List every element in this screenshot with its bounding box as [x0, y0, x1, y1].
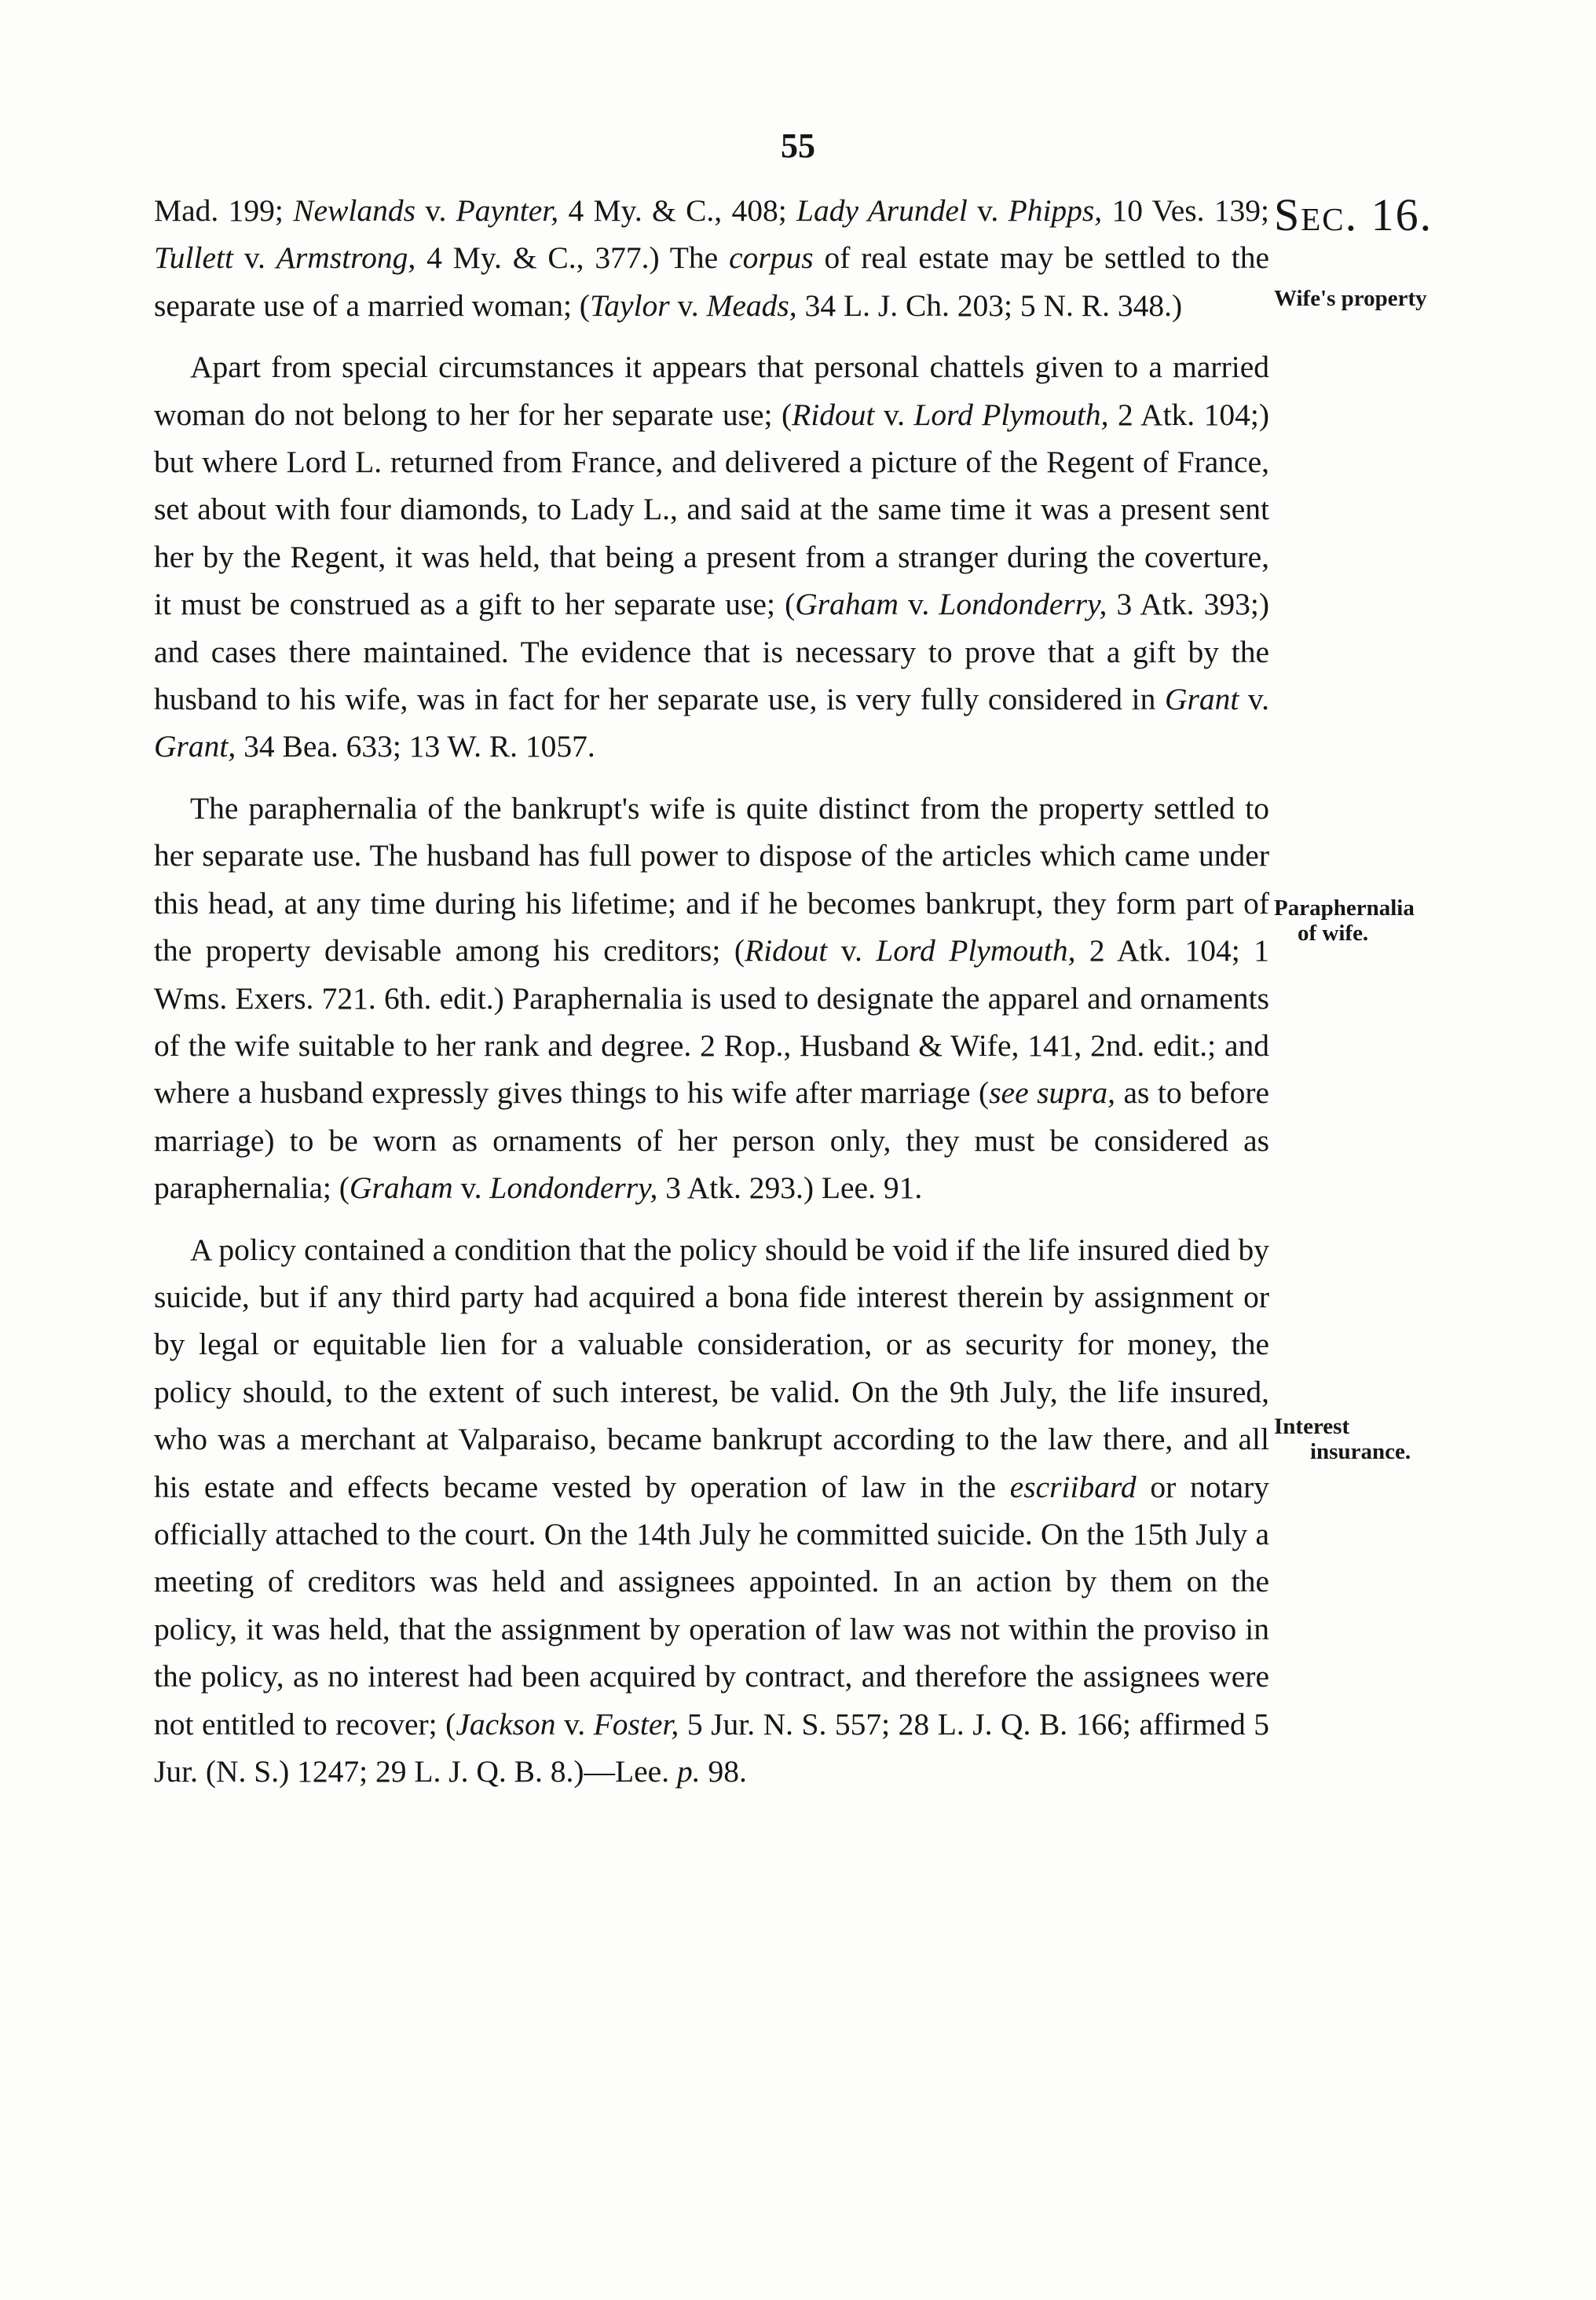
text-run: 4 My. & C., 408; [558, 193, 797, 228]
case-name: Taylor [589, 288, 670, 323]
case-name: Lord Plymouth, [876, 933, 1076, 969]
text-run: 2 Atk. 104; 1 Wms. Exers. 721. 6th. edit.) Paraphernalia is used to designate the apparel and ornaments of the wife suitable to her rank and degree. 2 Rop., Husband & Wife, 141, 2nd. edit.; and where a husband expressly gives things to his wife after marriage ( [154, 933, 1270, 1111]
margin-note-interest-insurance [1274, 1414, 1565, 1464]
case-name: Armstrong, [276, 240, 416, 276]
case-name: Londonderry, [939, 587, 1107, 622]
text-run: 98. [700, 1754, 747, 1789]
text-run: 34 Bea. 633; 13 W. R. 1057. [236, 729, 595, 764]
margin-note-paraphernalia-line2: of wife. [1298, 921, 1369, 946]
case-name: Jackson [456, 1706, 556, 1741]
text-run: 34 L. J. Ch. 203; 5 N. R. 348.) [796, 288, 1183, 323]
text-run: v. [898, 587, 939, 622]
paragraph-2 [154, 343, 1269, 771]
case-name: Paynter, [456, 193, 559, 228]
text-run: of real estate may be settled to the separate use of a married woman; ( [154, 240, 1270, 323]
margin-note-interest-line2: insurance. [1310, 1439, 1411, 1464]
case-name: Meads, [706, 288, 797, 323]
latin-term: corpus [729, 240, 814, 276]
text-run: v. [232, 240, 276, 276]
text-run: v. [874, 397, 914, 432]
margin-note-interest-line1: Interest [1274, 1414, 1350, 1439]
text-run: v. [1239, 682, 1269, 717]
case-name: Lady Arundel [796, 193, 968, 228]
text-run: v. [827, 933, 877, 969]
text-run: v. [452, 1170, 490, 1206]
case-name: Phipps, [1008, 193, 1103, 228]
text-run: 2 Atk. 104;) but where Lord L. returned from France, and delivered a picture of the Regent of France, set about with four diamonds, to Lady L., and said at the same time it was a present sent her by the Regent, it was held, that being a present from a stranger during the coverture, it must be construed as a gift to her separate use; ( [154, 397, 1270, 622]
margin-note-wife-property [1274, 286, 1565, 311]
text-run: 5 Jur. N. S. 557; 28 L. J. Q. B. 166; affirmed 5 Jur. (N. S.) 1247; 29 L. J. Q. B. 8.)—Lee. [154, 1706, 1269, 1789]
foreign-term: escriibard [1009, 1469, 1137, 1504]
margin-note-wife-property-text: Wife's property [1274, 286, 1427, 311]
page-number: 55 [781, 126, 815, 165]
text-run: v. [555, 1706, 594, 1741]
text-run: v. [967, 193, 1008, 228]
case-name: Graham [795, 587, 899, 622]
case-name: Graham [349, 1170, 453, 1206]
body-text [154, 187, 1269, 1795]
section-heading [1274, 189, 1433, 241]
case-name: Grant [1164, 682, 1239, 717]
paragraph-4 [154, 1226, 1269, 1796]
text-run: A policy contained a condition that the policy should be void if the life insured died by suicide, but if any third party had acquired a bona fide interest therein by assignment or by legal or equitable lien for a valuable consideration, or as security for money, the policy should, to the extent of such interest, be valid. On the 9th July, the life insured, who was a merchant at Valparaiso, became bankrupt according to the law there, and all his estate and effects became vested by operation of law in the [154, 1232, 1269, 1504]
margin-note-paraphernalia-line1: Paraphernalia [1274, 895, 1415, 921]
text-run: Mad. 199; [154, 193, 294, 228]
page-abbrev: p. [676, 1754, 701, 1789]
cross-reference: see supra, [989, 1075, 1115, 1111]
case-name: Lord Plymouth, [913, 397, 1109, 432]
paragraph-1 [154, 187, 1269, 329]
case-name: Tullett [154, 240, 233, 276]
text-run: or notary officially attached to the court. On the 14th July he committed suicide. On the 15th July a meeting of creditors was held and assignees appointed. In an action by them on the policy, it was held, that the assignment by operation of law was not within the proviso in the policy, as no interest had been acquired by contract, and therefore the assignees were not entitled to recover; ( [154, 1469, 1269, 1741]
case-name: Ridout [792, 397, 875, 432]
case-name: Grant, [154, 729, 236, 764]
margin-note-paraphernalia [1274, 895, 1565, 946]
case-name: Londonderry, [489, 1170, 658, 1206]
text-run: The paraphernalia of the bankrupt's wife is quite distinct from the property settled to her separate use. The husband has full power to dispose of the articles which came under this head, at any time during his lifetime; and if he becomes bankrupt, they form part of the property devisable among his creditors; ( [154, 790, 1269, 969]
text-run: Apart from special circumstances it appears that personal chattels given to a married woman do not belong to her for her separate use; ( [154, 350, 1269, 432]
text-run: v. [415, 193, 456, 228]
case-name: Newlands [293, 193, 415, 228]
text-run: 3 Atk. 393;) and cases there maintained. The evidence that is necessary to prove that a gift by the husband to his wife, was in fact for her separate use, is very fully considered in [154, 587, 1270, 717]
text-run: as to before marriage) to be worn as ornaments of her person only, they must be considered as paraphernalia; ( [154, 1075, 1269, 1206]
section-label: Sec. [1274, 189, 1359, 240]
text-run: v. [669, 288, 707, 323]
case-name: Ridout [745, 933, 828, 969]
text-run: 10 Ves. 139; [1102, 193, 1270, 228]
text-run: 4 My. & C., 377.) The [415, 240, 730, 276]
section-number: 16. [1371, 189, 1433, 240]
text-run: 3 Atk. 293.) Lee. 91. [657, 1170, 923, 1206]
case-name: Foster, [593, 1706, 679, 1741]
paragraph-3 [154, 785, 1269, 1212]
